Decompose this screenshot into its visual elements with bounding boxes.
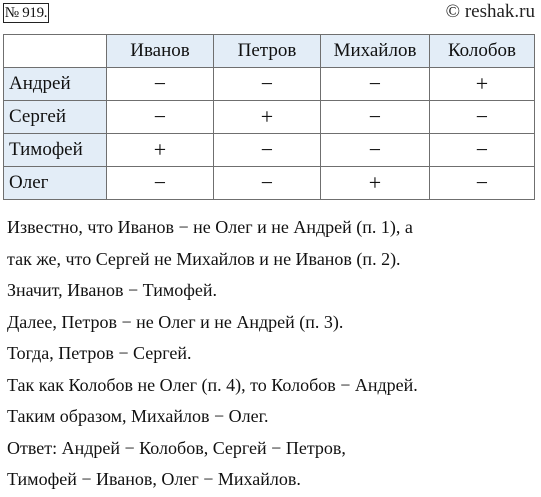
column-header: Колобов bbox=[430, 35, 535, 68]
table-cell: − bbox=[321, 101, 430, 134]
column-header: Петров bbox=[214, 35, 321, 68]
table-cell: + bbox=[214, 101, 321, 134]
solution-line: Так как Колобов не Олег (п. 4), то Колобов − Андрей. bbox=[7, 374, 418, 395]
watermark: © reshak.ru bbox=[445, 1, 535, 22]
column-header: Иванов bbox=[107, 35, 214, 68]
table-row bbox=[4, 101, 535, 134]
solution-line: так же, что Сергей не Михайлов и не Иванов (п. 2). bbox=[7, 248, 401, 269]
solution-line: Тогда, Петров − Сергей. bbox=[7, 343, 192, 363]
table-corner-cell bbox=[4, 35, 107, 68]
answer-table bbox=[3, 34, 535, 200]
table-cell: − bbox=[321, 68, 430, 101]
table-header-row bbox=[4, 35, 535, 68]
table-cell: − bbox=[321, 134, 430, 167]
table-cell: − bbox=[214, 134, 321, 167]
table-row bbox=[4, 134, 535, 167]
table-cell: − bbox=[430, 167, 535, 200]
table-cell: − bbox=[107, 101, 214, 134]
solution-line: Далее, Петров − не Олег и не Андрей (п. 3). bbox=[7, 311, 344, 332]
problem-number: № 919. bbox=[4, 5, 48, 21]
table-cell: − bbox=[430, 134, 535, 167]
solution-line: Известно, что Иванов − не Олег и не Андрей (п. 1), а bbox=[7, 217, 413, 237]
table-row bbox=[4, 68, 535, 101]
solution-line: Значит, Иванов − Тимофей. bbox=[7, 280, 218, 300]
table-cell: − bbox=[107, 68, 214, 101]
row-header: Тимофей bbox=[4, 134, 107, 167]
table-cell: − bbox=[214, 68, 321, 101]
table-cell: + bbox=[321, 167, 430, 200]
answer-line: Ответ: Андрей − Колобов, Сергей − Петров, bbox=[7, 437, 346, 458]
row-header: Сергей bbox=[4, 101, 107, 134]
column-header: Михайлов bbox=[321, 35, 430, 68]
solution-line: Таким образом, Михайлов − Олег. bbox=[7, 406, 269, 426]
solution-text bbox=[7, 212, 537, 496]
table-cell: − bbox=[214, 167, 321, 200]
answer-line: Тимофей − Иванов, Олег − Михайлов. bbox=[7, 469, 301, 489]
table-cell: + bbox=[430, 68, 535, 101]
table-cell: + bbox=[107, 134, 214, 167]
row-header: Олег bbox=[4, 167, 107, 200]
table-cell: − bbox=[430, 101, 535, 134]
table-row bbox=[4, 167, 535, 200]
row-header: Андрей bbox=[4, 68, 107, 101]
table-cell: − bbox=[107, 167, 214, 200]
